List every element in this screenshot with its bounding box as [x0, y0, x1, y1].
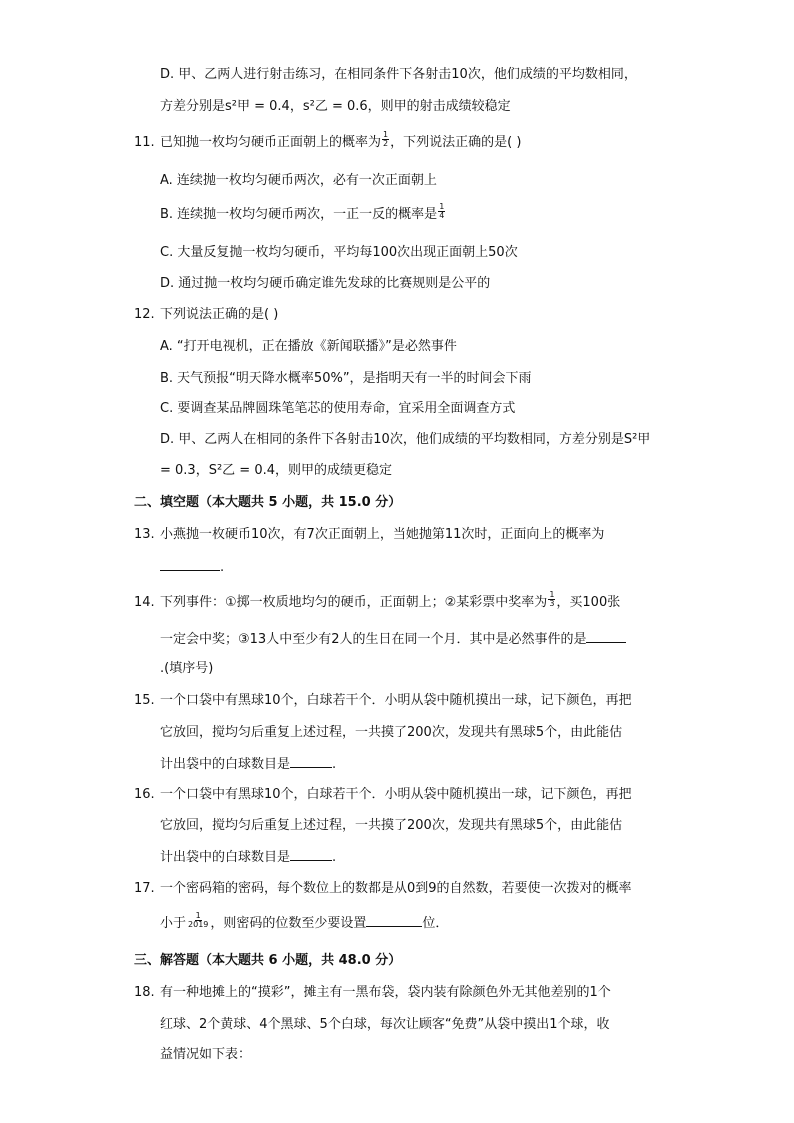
q12-number: 12.	[134, 307, 155, 322]
section-answer-heading: 三、解答题（本大题共 6 小题，共 48.0 分）	[134, 953, 402, 968]
fraction: $\frac{1}{3}$	[549, 590, 555, 608]
q13-number: 13.	[134, 527, 155, 542]
q11-option-c: C. 大量反复抛一枚均匀硬币，平均每100次出现正面朝上50次	[160, 245, 518, 260]
q11-number: 11.	[134, 135, 155, 150]
fraction: $\frac{1}{4}$	[439, 202, 445, 220]
q11-stem: 已知抛一枚均匀硬币正面朝上的概率为 $\frac{1}{2}$ ，下列说法正确的是( )	[160, 130, 522, 150]
answer-blank	[290, 848, 332, 861]
q17-line2: 小于 $\frac{1}{2019}$ ，则密码的位数至少要设置 位．	[160, 911, 449, 931]
q16-line1: 一个口袋中有黑球10个，白球若干个．小明从袋中随机摸出一球，记下颜色，再把	[160, 787, 632, 802]
answer-blank	[290, 755, 332, 768]
fraction: $\frac{1}{2019}$	[188, 911, 209, 929]
q17-line1: 一个密码箱的密码，每个数位上的数都是从0到9的自然数，若要使一次拨对的概率	[160, 881, 632, 896]
variance-expression: s²甲 = 0.4，s²乙 = 0.6	[225, 99, 368, 114]
q18-number: 18.	[134, 985, 155, 1000]
q16-line3: 计出袋中的白球数目是 .	[160, 850, 337, 865]
q13-line1: 小燕抛一枚硬币10次，有7次正面朝上，当她抛第11次时，正面向上的概率为	[160, 527, 605, 542]
q12-option-a: A. “打开电视机，正在播放《新闻联播》”是必然事件	[160, 339, 457, 354]
q15-line1: 一个口袋中有黑球10个，白球若干个．小明从袋中随机摸出一球，记下颜色，再把	[160, 693, 632, 708]
q18-line1: 有一种地摊上的“摸彩”，摊主有一黑布袋，袋内装有除颜色外无其他差别的1个	[160, 985, 611, 1000]
q11-option-b: B. 连续抛一枚均匀硬币两次，一正一反的概率是 $\frac{1}{4}$	[160, 202, 445, 222]
q18-line2: 红球、2个黄球、4个黑球、5个白球，每次让顾客“免费”从袋中摸出1个球，收	[160, 1017, 610, 1032]
q13-line2: .	[160, 558, 224, 577]
q16-number: 16.	[134, 787, 155, 802]
section-fill-in-heading: 二、填空题（本大题共 5 小题，共 15.0 分）	[134, 495, 402, 510]
q18-line3: 益情况如下表：	[160, 1047, 252, 1062]
q14-line1: 下列事件：①掷一枚质地均匀的硬币，正面朝上；②某彩票中奖率为 $\frac{1}{3}$ ，买100张	[160, 590, 621, 610]
q14-line2: 一定会中奖；③13人中至少有2人的生日在同一个月．其中是必然事件的是	[160, 630, 626, 649]
answer-blank	[586, 630, 626, 643]
q12-option-b: B. 天气预报“明天降水概率50%”，是指明天有一半的时间会下雨	[160, 371, 532, 386]
q14-line3: .(填序号)	[160, 661, 214, 676]
q12-option-c: C. 要调查某品牌圆珠笔笔芯的使用寿命，宜采用全面调查方式	[160, 401, 516, 416]
q17-number: 17.	[134, 881, 155, 896]
answer-blank	[160, 558, 220, 571]
q16-line2: 它放回，搅均匀后重复上述过程，一共摸了200次，发现共有黑球5个，由此能估	[160, 818, 623, 833]
q15-number: 15.	[134, 693, 155, 708]
answer-blank	[366, 914, 422, 927]
fraction: $\frac{1}{2}$	[383, 130, 389, 148]
q12-stem: 下列说法正确的是( )	[160, 307, 279, 322]
q15-line2: 它放回，搅均匀后重复上述过程，一共摸了200次，发现共有黑球5个，由此能估	[160, 725, 623, 740]
q12-option-d-line2: = 0.3，S²乙 = 0.4，则甲的成绩更稳定	[160, 463, 392, 478]
q11-option-d: D. 通过抛一枚均匀硬币确定谁先发球的比赛规则是公平的	[160, 276, 491, 291]
q10-option-d-line2: 方差分别是s²甲 = 0.4，s²乙 = 0.6，则甲的射击成绩较稳定	[160, 99, 511, 114]
q14-number: 14.	[134, 595, 155, 610]
q12-option-d-line1: D. 甲、乙两人在相同的条件下各射击10次，他们成绩的平均数相同，方差分别是S²甲	[160, 432, 651, 447]
q10-option-d-line1: D. 甲、乙两人进行射击练习，在相同条件下各射击10次，他们成绩的平均数相同，	[160, 67, 637, 82]
q11-option-a: A. 连续抛一枚均匀硬币两次，必有一次正面朝上	[160, 173, 437, 188]
q15-line3: 计出袋中的白球数目是 .	[160, 757, 337, 772]
